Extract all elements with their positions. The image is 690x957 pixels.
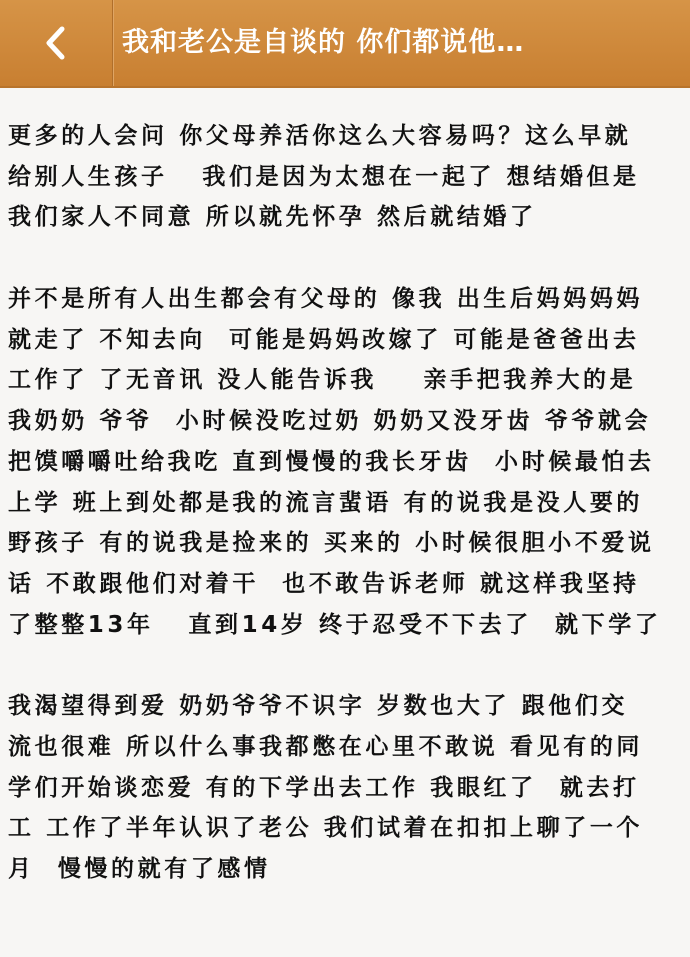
text-line: 野孩子 有的说我是捡来的 买来的 小时候很胆小不爱说 (8, 530, 655, 557)
text-line: 学们开始谈恋爱 有的下学出去工作 我眼红了 就去打 (8, 774, 640, 801)
back-button[interactable] (0, 0, 112, 86)
text-line: 就走了 不知去向 可能是妈妈改嫁了 可能是爸爸出去 (8, 326, 640, 353)
text-line: 给别人生孩子 我们是因为太想在一起了 想结婚但是 (8, 163, 640, 190)
header-divider (112, 0, 113, 86)
text-line: 把馍嚼嚼吐给我吃 直到慢慢的我长牙齿 小时候最怕去 (8, 448, 655, 475)
paragraph-2 (8, 279, 684, 645)
top-bar (0, 0, 690, 88)
text-line: 并不是所有人出生都会有父母的 像我 出生后妈妈妈妈 (8, 286, 644, 313)
paragraph-1 (8, 116, 684, 238)
text-line: 月 慢慢的就有了感情 (8, 856, 271, 882)
page-title: 我和老公是自谈的 你们都说他… (122, 27, 525, 58)
chevron-left-icon (42, 25, 70, 61)
text-line: 话 不敢跟他们对着干 也不敢告诉老师 就这样我坚持 (8, 570, 640, 597)
text-line: 了整整13年 直到14岁 终于忍受不下去了 就下学了 (8, 611, 662, 638)
paragraph-3 (8, 686, 684, 889)
text-line: 上学 班上到处都是我的流言蜚语 有的说我是没人要的 (8, 489, 644, 516)
text-line: 我渴望得到爱 奶奶爷爷不识字 岁数也大了 跟他们交 (8, 693, 629, 720)
text-line: 我们家人不同意 所以就先怀孕 然后就结婚了 (8, 204, 537, 231)
text-line: 更多的人会问 你父母养活你这么大容易吗？这么早就 (8, 123, 632, 149)
text-line: 我奶奶 爷爷 小时候没吃过奶 奶奶又没牙齿 爷爷就会 (8, 408, 652, 435)
text-line: 工 工作了半年认识了老公 我们试着在扣扣上聊了一个 (8, 815, 644, 842)
text-line: 工作了 了无音讯 没人能告诉我 亲手把我养大的是 (8, 367, 637, 394)
text-line: 流也很难 所以什么事我都憋在心里不敢说 看见有的同 (8, 733, 644, 760)
article-body (8, 116, 684, 931)
